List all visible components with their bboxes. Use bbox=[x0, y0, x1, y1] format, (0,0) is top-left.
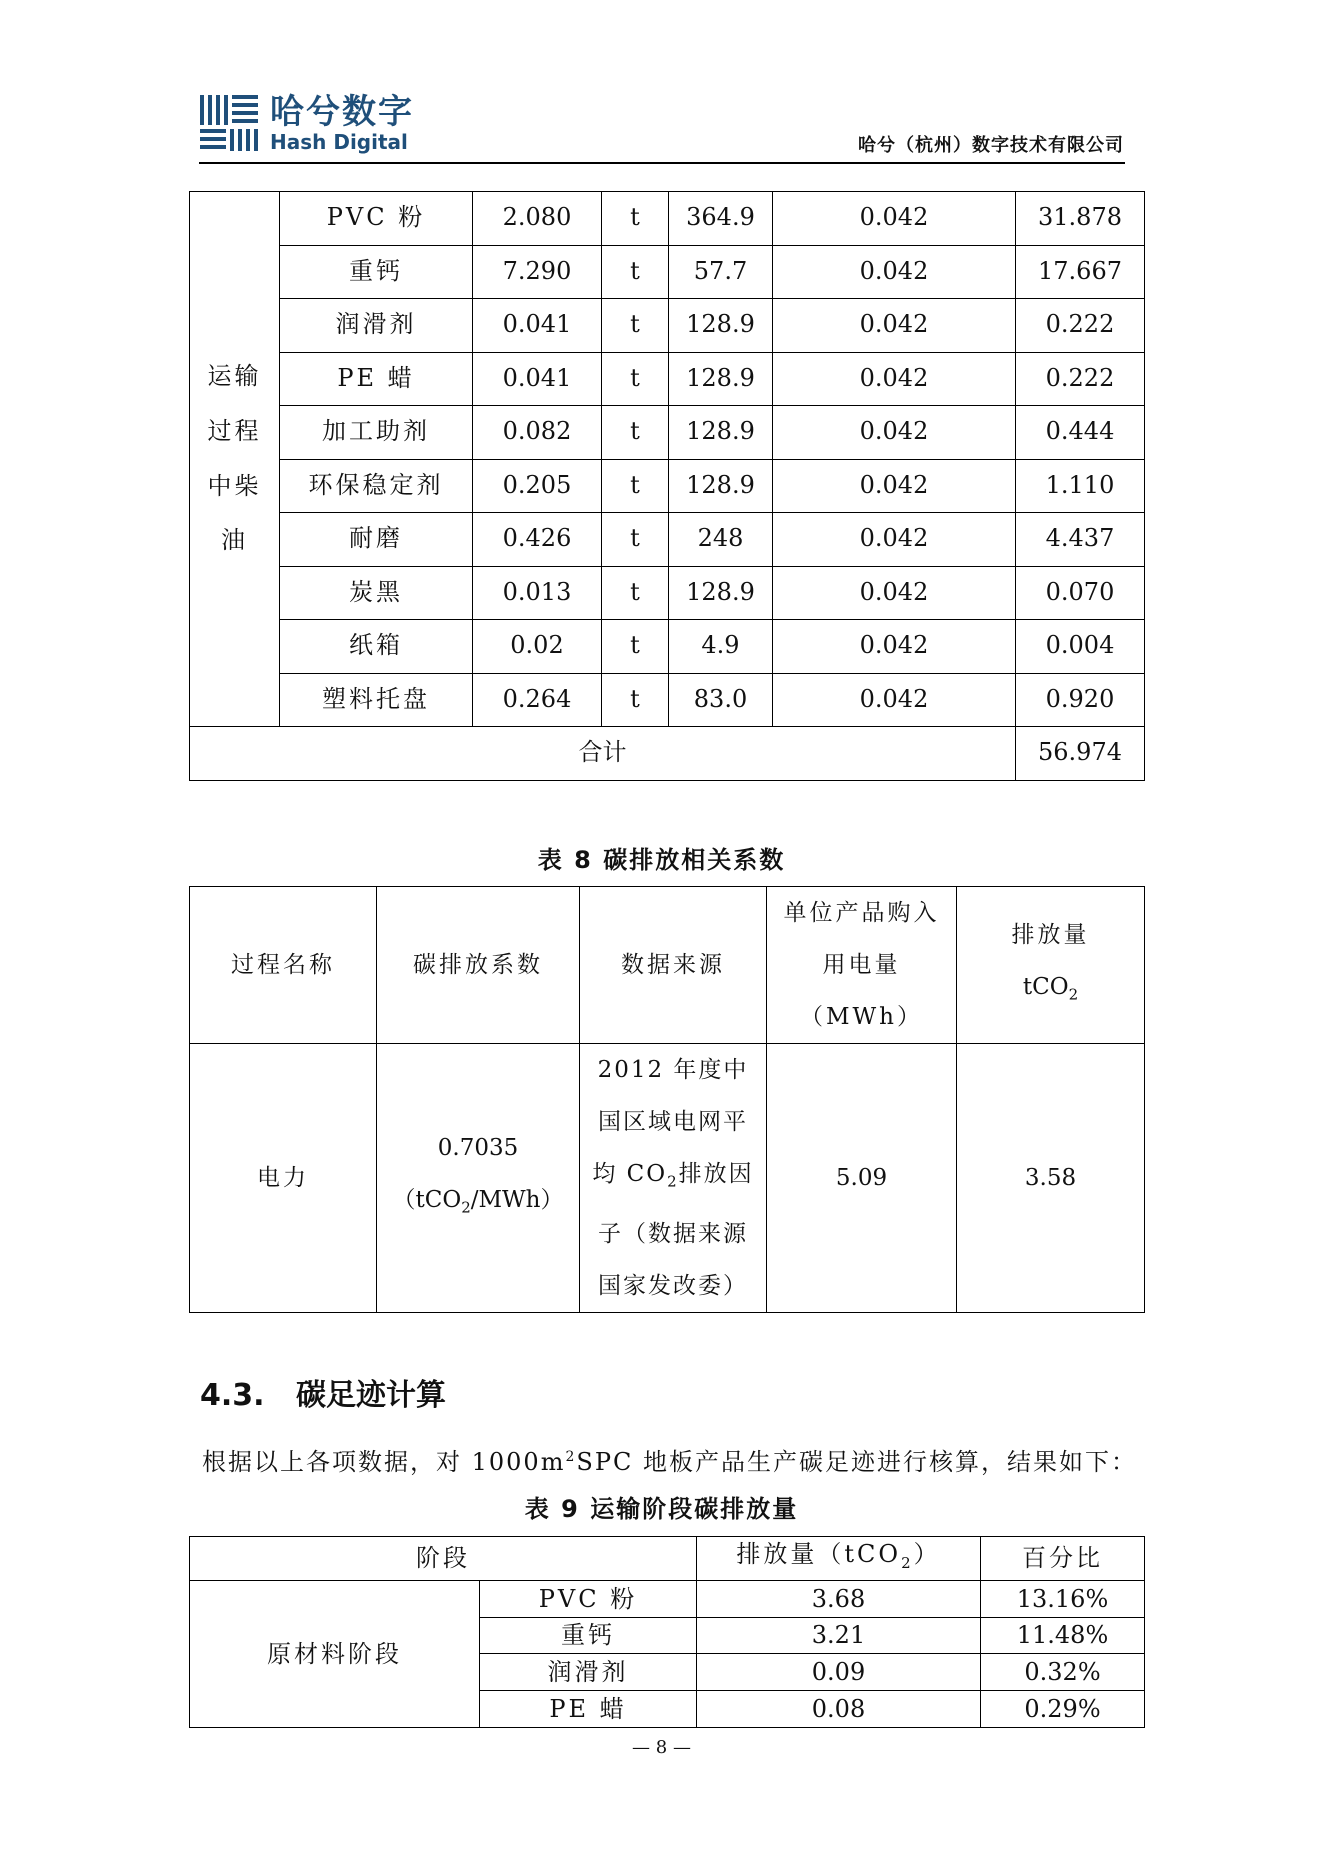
carbon-factor-table bbox=[189, 886, 1145, 1313]
data-source-cell bbox=[580, 1044, 767, 1313]
quantity-cell: 0.041 bbox=[473, 299, 602, 353]
quantity-cell: 0.264 bbox=[473, 673, 602, 727]
table-header-row bbox=[190, 1537, 1145, 1581]
factor-cell: 0.042 bbox=[773, 459, 1016, 513]
emission-cell: 0.070 bbox=[1016, 566, 1145, 620]
percent-cell: 0.29% bbox=[981, 1691, 1145, 1728]
table-row bbox=[190, 192, 1145, 246]
header-power-line: （MWh） bbox=[799, 1004, 923, 1030]
header-process-name: 过程名称 bbox=[190, 887, 377, 1044]
factor-cell: 0.042 bbox=[773, 245, 1016, 299]
distance-cell: 128.9 bbox=[669, 299, 773, 353]
quantity-cell: 7.290 bbox=[473, 245, 602, 299]
distance-cell: 128.9 bbox=[669, 406, 773, 460]
source-line: 子（数据来源 bbox=[598, 1220, 748, 1247]
material-name: 耐磨 bbox=[280, 513, 473, 567]
header-emission-unit bbox=[957, 961, 1144, 1021]
factor-cell: 0.042 bbox=[773, 620, 1016, 674]
distance-cell: 4.9 bbox=[669, 620, 773, 674]
material-name: 润滑剂 bbox=[280, 299, 473, 353]
emission-cell: 31.878 bbox=[1016, 192, 1145, 246]
unit-text: tCO bbox=[1022, 974, 1069, 1001]
unit-cell: t bbox=[602, 513, 669, 567]
source-text: 均 CO bbox=[592, 1161, 668, 1187]
unit-cell: t bbox=[602, 245, 669, 299]
factor-cell: 0.042 bbox=[773, 192, 1016, 246]
emission-cell: 0.09 bbox=[697, 1654, 981, 1691]
material-name: 重钙 bbox=[480, 1617, 697, 1654]
table-row bbox=[190, 352, 1145, 406]
source-line: 2012 年度中 bbox=[597, 1057, 749, 1083]
unit-cell: t bbox=[602, 459, 669, 513]
emission-factor-cell bbox=[377, 1044, 580, 1313]
emission-cell: 0.920 bbox=[1016, 673, 1145, 727]
table-8-caption: 表 8 碳排放相关系数 bbox=[537, 846, 786, 874]
group-label-cell bbox=[190, 192, 280, 727]
paragraph-superscript: 2 bbox=[565, 1449, 577, 1465]
page-number: — 8 — bbox=[632, 1737, 691, 1758]
quantity-cell: 0.041 bbox=[473, 352, 602, 406]
emission-cell: 0.222 bbox=[1016, 352, 1145, 406]
table-row bbox=[190, 245, 1145, 299]
distance-cell: 248 bbox=[669, 513, 773, 567]
material-name: PVC 粉 bbox=[480, 1580, 697, 1617]
unit-cell: t bbox=[602, 566, 669, 620]
transport-stage-emission-table bbox=[189, 1536, 1145, 1728]
emission-cell: 0.444 bbox=[1016, 406, 1145, 460]
emission-cell: 17.667 bbox=[1016, 245, 1145, 299]
emission-cell: 0.004 bbox=[1016, 620, 1145, 674]
paragraph-text: 根据以上各项数据，对 1000m bbox=[202, 1448, 566, 1476]
power-use-cell: 5.09 bbox=[767, 1044, 957, 1313]
table-row bbox=[190, 459, 1145, 513]
material-name: PVC 粉 bbox=[280, 192, 473, 246]
unit-cell: t bbox=[602, 352, 669, 406]
emission-cell: 1.110 bbox=[1016, 459, 1145, 513]
quantity-cell: 0.205 bbox=[473, 459, 602, 513]
source-subscript: 2 bbox=[667, 1172, 679, 1191]
header-subscript: 2 bbox=[901, 1553, 914, 1572]
logo-english-name: Hash Digital bbox=[270, 130, 408, 154]
group-label-line: 油 bbox=[221, 526, 248, 555]
emission-cell: 0.08 bbox=[697, 1691, 981, 1728]
section-heading bbox=[200, 1376, 446, 1416]
paragraph-text: SPC 地板产品生产碳足迹进行核算，结果如下： bbox=[576, 1448, 1137, 1476]
header-emission bbox=[957, 887, 1145, 1044]
stage-group-cell: 原材料阶段 bbox=[190, 1580, 480, 1727]
material-name: 塑料托盘 bbox=[280, 673, 473, 727]
hash-digital-logo-icon bbox=[200, 95, 258, 151]
group-label-line: 过程 bbox=[207, 416, 262, 445]
quantity-cell: 2.080 bbox=[473, 192, 602, 246]
percent-cell: 11.48% bbox=[981, 1617, 1145, 1654]
factor-cell: 0.042 bbox=[773, 299, 1016, 353]
body-paragraph bbox=[202, 1440, 1137, 1479]
unit-subscript: 2 bbox=[461, 1198, 471, 1217]
emission-cell: 3.21 bbox=[697, 1617, 981, 1654]
factor-cell: 0.042 bbox=[773, 406, 1016, 460]
material-name: 重钙 bbox=[280, 245, 473, 299]
unit-cell: t bbox=[602, 299, 669, 353]
process-name-cell: 电力 bbox=[190, 1044, 377, 1313]
transport-diesel-table bbox=[189, 191, 1145, 781]
total-row bbox=[190, 727, 1145, 781]
source-line bbox=[580, 1148, 766, 1208]
table-row bbox=[190, 673, 1145, 727]
distance-cell: 128.9 bbox=[669, 459, 773, 513]
table-row bbox=[190, 513, 1145, 567]
header-emission bbox=[697, 1537, 981, 1581]
quantity-cell: 0.426 bbox=[473, 513, 602, 567]
group-label-line: 运输 bbox=[207, 362, 262, 391]
source-line: 国家发改委） bbox=[598, 1272, 748, 1299]
factor-cell: 0.042 bbox=[773, 513, 1016, 567]
material-name: PE 蜡 bbox=[280, 352, 473, 406]
header-emission-line: 排放量 bbox=[1011, 922, 1090, 949]
total-label: 合计 bbox=[190, 727, 1016, 781]
header-text: ） bbox=[913, 1540, 941, 1568]
header-percent: 百分比 bbox=[981, 1537, 1145, 1581]
header-power-line: 单位产品购入 bbox=[783, 900, 940, 926]
table-row bbox=[190, 620, 1145, 674]
table-row bbox=[190, 566, 1145, 620]
material-name: PE 蜡 bbox=[480, 1691, 697, 1728]
header-power-use bbox=[767, 887, 957, 1044]
distance-cell: 57.7 bbox=[669, 245, 773, 299]
header-power-line: 用电量 bbox=[822, 952, 901, 978]
table-header-row bbox=[190, 887, 1145, 1044]
header-data-source: 数据来源 bbox=[580, 887, 767, 1044]
percent-cell: 0.32% bbox=[981, 1654, 1145, 1691]
emission-cell: 0.222 bbox=[1016, 299, 1145, 353]
emission-cell: 3.58 bbox=[957, 1044, 1145, 1313]
distance-cell: 128.9 bbox=[669, 352, 773, 406]
total-value: 56.974 bbox=[1016, 727, 1145, 781]
section-number: 4.3. bbox=[200, 1378, 265, 1413]
quantity-cell: 0.082 bbox=[473, 406, 602, 460]
company-name: 哈兮（杭州）数字技术有限公司 bbox=[858, 135, 1124, 156]
table-row bbox=[190, 406, 1145, 460]
group-label-line: 中柴 bbox=[207, 471, 262, 500]
factor-cell: 0.042 bbox=[773, 673, 1016, 727]
distance-cell: 364.9 bbox=[669, 192, 773, 246]
quantity-cell: 0.02 bbox=[473, 620, 602, 674]
unit-cell: t bbox=[602, 673, 669, 727]
unit-subscript: 2 bbox=[1068, 985, 1079, 1004]
unit-text: （tCO bbox=[392, 1187, 462, 1213]
material-name: 环保稳定剂 bbox=[280, 459, 473, 513]
section-title: 碳足迹计算 bbox=[296, 1378, 446, 1413]
material-name: 炭黑 bbox=[280, 566, 473, 620]
material-name: 纸箱 bbox=[280, 620, 473, 674]
table-row bbox=[190, 1580, 1145, 1617]
table-row bbox=[190, 299, 1145, 353]
factor-unit bbox=[377, 1174, 579, 1234]
emission-cell: 3.68 bbox=[697, 1580, 981, 1617]
unit-cell: t bbox=[602, 192, 669, 246]
unit-text: /MWh） bbox=[470, 1187, 564, 1213]
distance-cell: 83.0 bbox=[669, 673, 773, 727]
emission-cell: 4.437 bbox=[1016, 513, 1145, 567]
material-name: 加工助剂 bbox=[280, 406, 473, 460]
factor-value: 0.7035 bbox=[437, 1135, 519, 1161]
source-line: 国区域电网平 bbox=[598, 1109, 748, 1135]
factor-cell: 0.042 bbox=[773, 352, 1016, 406]
distance-cell: 128.9 bbox=[669, 566, 773, 620]
quantity-cell: 0.013 bbox=[473, 566, 602, 620]
factor-cell: 0.042 bbox=[773, 566, 1016, 620]
unit-cell: t bbox=[602, 620, 669, 674]
table-row bbox=[190, 1044, 1145, 1313]
header-emission-factor: 碳排放系数 bbox=[377, 887, 580, 1044]
header-text: 排放量（tCO bbox=[736, 1540, 902, 1568]
table-9-caption: 表 9 运输阶段碳排放量 bbox=[524, 1495, 799, 1523]
percent-cell: 13.16% bbox=[981, 1580, 1145, 1617]
header-stage: 阶段 bbox=[190, 1537, 697, 1581]
material-name: 润滑剂 bbox=[480, 1654, 697, 1691]
unit-cell: t bbox=[602, 406, 669, 460]
logo-chinese-name: 哈兮数字 bbox=[270, 92, 414, 132]
header-divider bbox=[199, 162, 1125, 164]
source-text: 排放因 bbox=[678, 1161, 754, 1187]
